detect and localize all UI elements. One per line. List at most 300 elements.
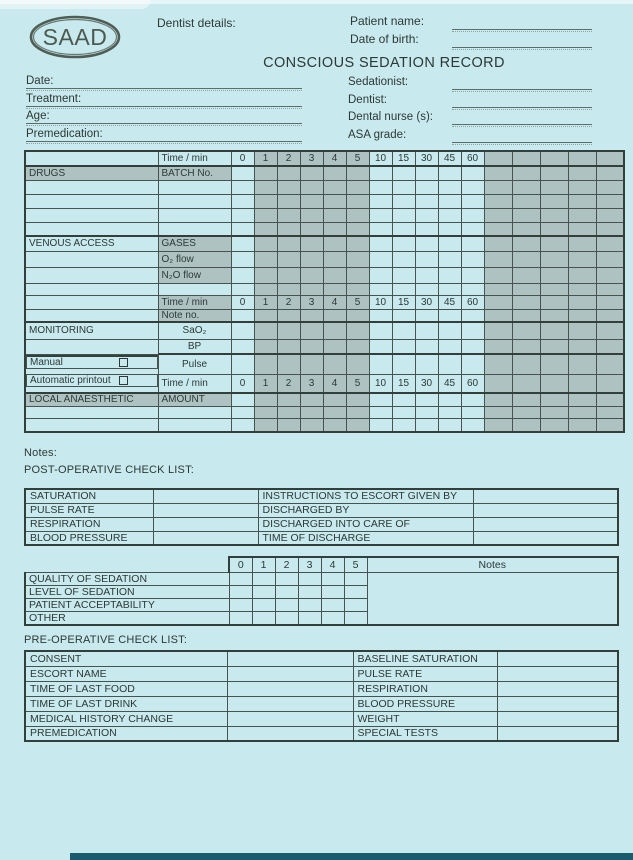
cell-special-tests: SPECIAL TESTS bbox=[353, 726, 497, 741]
grid-cell bbox=[568, 180, 596, 194]
grid-cell bbox=[25, 251, 158, 267]
grid-cell bbox=[277, 309, 300, 322]
field-sedationist-label: Sedationist: bbox=[348, 76, 409, 88]
value-cell-weight bbox=[497, 711, 618, 726]
grid-cell bbox=[392, 166, 415, 180]
field-age bbox=[26, 110, 302, 124]
score-cell-5 bbox=[344, 611, 367, 625]
grid-cell bbox=[346, 354, 369, 374]
grid-cell bbox=[25, 180, 158, 194]
score-cell-0 bbox=[229, 598, 252, 611]
cell-label: Manual bbox=[30, 356, 63, 368]
grid-cell bbox=[461, 222, 484, 236]
time-1: 1 bbox=[254, 151, 277, 166]
field-date bbox=[26, 75, 302, 89]
grid-cell bbox=[254, 267, 277, 283]
cell-other: OTHER bbox=[25, 611, 229, 625]
grid-cell bbox=[415, 406, 438, 418]
cell-time-of-last-drink: TIME OF LAST DRINK bbox=[25, 696, 227, 711]
field-premedication-label: Premedication: bbox=[26, 128, 103, 140]
grid-row bbox=[25, 222, 624, 236]
grid-cell bbox=[346, 222, 369, 236]
field-treatment-label: Treatment: bbox=[26, 93, 82, 105]
cell-label: VENOUS ACCESS bbox=[29, 238, 115, 250]
grid-cell bbox=[300, 354, 323, 374]
time-2: 2 bbox=[277, 374, 300, 393]
grid-cell bbox=[231, 180, 254, 194]
grid-cell bbox=[25, 418, 158, 432]
grid-cell bbox=[277, 418, 300, 432]
cell-gases: GASES bbox=[158, 236, 231, 251]
value-cell-pulse-rate bbox=[497, 666, 618, 681]
time-60: 60 bbox=[461, 151, 484, 166]
score-cell-4 bbox=[321, 598, 344, 611]
value-cell-respiration bbox=[497, 681, 618, 696]
scale-1: 1 bbox=[252, 557, 275, 572]
post-op-heading: POST-OPERATIVE CHECK LIST: bbox=[24, 464, 195, 476]
grid-cell bbox=[438, 208, 461, 222]
cell-amount: AMOUNT bbox=[158, 393, 231, 406]
grid-cell bbox=[25, 267, 158, 283]
grid-cell bbox=[392, 236, 415, 251]
scale-4: 4 bbox=[321, 557, 344, 572]
time-5: 5 bbox=[346, 374, 369, 393]
grid-cell bbox=[323, 166, 346, 180]
value-cell-escort-name bbox=[227, 666, 353, 681]
grid-cell bbox=[323, 322, 346, 339]
time-10: 10 bbox=[369, 374, 392, 393]
grid-cell bbox=[512, 295, 540, 309]
cell-time-min: Time / min bbox=[158, 374, 231, 393]
table-row bbox=[25, 726, 618, 741]
grid-cell bbox=[438, 267, 461, 283]
grid-cell bbox=[254, 208, 277, 222]
value-cell-respiration bbox=[153, 517, 258, 531]
score-cell-0 bbox=[229, 611, 252, 625]
grid-cell bbox=[484, 339, 512, 354]
grid-cell bbox=[461, 208, 484, 222]
grid-cell bbox=[346, 339, 369, 354]
grid-cell bbox=[323, 222, 346, 236]
grid-cell bbox=[415, 418, 438, 432]
grid-cell bbox=[568, 295, 596, 309]
cell-instructions-to-escort-given-by: INSTRUCTIONS TO ESCORT GIVEN BY bbox=[258, 489, 473, 503]
grid-cell bbox=[512, 393, 540, 406]
time-0: 0 bbox=[231, 374, 254, 393]
grid-cell bbox=[540, 418, 568, 432]
grid-cell bbox=[300, 283, 323, 295]
grid-cell bbox=[540, 309, 568, 322]
grid-cell bbox=[568, 194, 596, 208]
grid-cell bbox=[392, 309, 415, 322]
grid-cell bbox=[512, 236, 540, 251]
grid-cell bbox=[277, 222, 300, 236]
time-10: 10 bbox=[369, 151, 392, 166]
value-cell-time-of-last-food bbox=[227, 681, 353, 696]
grid-cell bbox=[484, 222, 512, 236]
grid-cell bbox=[346, 267, 369, 283]
grid-cell bbox=[369, 418, 392, 432]
grid-cell bbox=[231, 406, 254, 418]
grid-cell bbox=[369, 180, 392, 194]
grid-cell bbox=[438, 354, 461, 374]
table-row bbox=[25, 517, 618, 531]
grid-cell bbox=[277, 236, 300, 251]
cell-time-min: Time / min bbox=[158, 295, 231, 309]
grid-cell bbox=[369, 251, 392, 267]
value-cell-consent bbox=[227, 651, 353, 666]
grid-cell bbox=[461, 418, 484, 432]
grid-cell bbox=[484, 309, 512, 322]
grid-cell bbox=[277, 251, 300, 267]
value-cell-premedication bbox=[227, 726, 353, 741]
grid-row bbox=[25, 374, 624, 393]
grid-cell bbox=[596, 309, 624, 322]
time-5: 5 bbox=[346, 295, 369, 309]
grid-cell bbox=[568, 374, 596, 393]
score-cell-5 bbox=[344, 585, 367, 598]
cell-o-flow: O₂ flow bbox=[158, 251, 231, 267]
grid-cell bbox=[25, 194, 158, 208]
grid-cell bbox=[484, 251, 512, 267]
grid-cell bbox=[568, 339, 596, 354]
grid-cell bbox=[392, 194, 415, 208]
grid-cell bbox=[254, 393, 277, 406]
grid-row bbox=[25, 251, 624, 267]
table-row bbox=[25, 681, 618, 696]
grid-cell bbox=[346, 418, 369, 432]
grid-cell bbox=[158, 180, 231, 194]
grid-cell bbox=[484, 194, 512, 208]
grid-cell bbox=[540, 295, 568, 309]
time-5: 5 bbox=[346, 151, 369, 166]
grid-cell bbox=[369, 339, 392, 354]
cell-consent: CONSENT bbox=[25, 651, 227, 666]
grid-cell bbox=[540, 236, 568, 251]
cell-manual bbox=[26, 355, 158, 369]
grid-cell bbox=[369, 354, 392, 374]
grid-cell bbox=[346, 208, 369, 222]
score-cell-2 bbox=[275, 611, 298, 625]
grid-cell bbox=[512, 208, 540, 222]
grid-cell bbox=[484, 393, 512, 406]
grid-cell bbox=[300, 309, 323, 322]
grid-cell bbox=[512, 251, 540, 267]
quality-header-spacer bbox=[25, 557, 229, 572]
grid-cell bbox=[568, 406, 596, 418]
grid-cell bbox=[596, 194, 624, 208]
grid-cell bbox=[461, 393, 484, 406]
grid-cell bbox=[346, 322, 369, 339]
grid-cell bbox=[596, 222, 624, 236]
main-grid-table bbox=[24, 150, 625, 433]
grid-cell bbox=[438, 406, 461, 418]
grid-cell bbox=[158, 406, 231, 418]
grid-cell bbox=[254, 236, 277, 251]
grid-cell bbox=[568, 222, 596, 236]
grid-cell bbox=[438, 166, 461, 180]
time-4: 4 bbox=[323, 295, 346, 309]
value-cell-baseline-saturation bbox=[497, 651, 618, 666]
grid-cell bbox=[540, 393, 568, 406]
table-row bbox=[25, 531, 618, 545]
grid-cell bbox=[540, 180, 568, 194]
score-cell-1 bbox=[252, 598, 275, 611]
grid-row bbox=[25, 406, 624, 418]
grid-cell bbox=[512, 322, 540, 339]
grid-cell bbox=[346, 283, 369, 295]
grid-cell bbox=[392, 322, 415, 339]
grid-cell bbox=[369, 322, 392, 339]
grid-cell bbox=[158, 418, 231, 432]
time-45: 45 bbox=[438, 295, 461, 309]
grid-cell bbox=[461, 236, 484, 251]
time-60: 60 bbox=[461, 374, 484, 393]
notes-area bbox=[367, 572, 618, 625]
grid-cell bbox=[369, 393, 392, 406]
cell-respiration: RESPIRATION bbox=[25, 517, 153, 531]
grid-cell bbox=[461, 267, 484, 283]
grid-cell bbox=[231, 251, 254, 267]
grid-cell bbox=[568, 283, 596, 295]
grid-cell bbox=[568, 354, 596, 374]
grid-cell bbox=[254, 180, 277, 194]
grid-row bbox=[25, 166, 624, 180]
dob-label: Date of birth: bbox=[350, 32, 419, 46]
grid-cell bbox=[568, 151, 596, 166]
grid-cell bbox=[369, 267, 392, 283]
score-cell-4 bbox=[321, 572, 344, 585]
score-cell-1 bbox=[252, 611, 275, 625]
grid-cell bbox=[300, 208, 323, 222]
time-4: 4 bbox=[323, 374, 346, 393]
grid-cell bbox=[512, 166, 540, 180]
cell-time-min: Time / min bbox=[158, 151, 231, 166]
grid-cell bbox=[231, 194, 254, 208]
field-dentist-line bbox=[452, 95, 592, 108]
field-dentist-label: Dentist: bbox=[348, 94, 387, 106]
grid-cell bbox=[346, 393, 369, 406]
grid-cell bbox=[323, 283, 346, 295]
notes-column-header: Notes bbox=[367, 557, 618, 572]
grid-cell bbox=[484, 283, 512, 295]
grid-cell bbox=[540, 374, 568, 393]
grid-cell bbox=[346, 309, 369, 322]
grid-cell bbox=[277, 322, 300, 339]
quality-header-row bbox=[25, 557, 618, 572]
grid-cell bbox=[323, 309, 346, 322]
grid-cell bbox=[346, 194, 369, 208]
grid-row bbox=[25, 267, 624, 283]
cell-weight: WEIGHT bbox=[353, 711, 497, 726]
value-cell-blood-pressure bbox=[153, 531, 258, 545]
grid-cell bbox=[323, 354, 346, 374]
grid-cell bbox=[231, 393, 254, 406]
grid-cell bbox=[415, 354, 438, 374]
grid-cell bbox=[323, 236, 346, 251]
grid-row bbox=[25, 151, 624, 166]
grid-cell bbox=[277, 208, 300, 222]
grid-cell bbox=[596, 418, 624, 432]
grid-cell bbox=[346, 236, 369, 251]
cell-premedication: PREMEDICATION bbox=[25, 726, 227, 741]
grid-cell bbox=[484, 208, 512, 222]
grid-cell bbox=[512, 354, 540, 374]
grid-cell bbox=[277, 393, 300, 406]
field-dental-nurse-label: Dental nurse (s): bbox=[348, 111, 434, 123]
value-cell-saturation bbox=[153, 489, 258, 503]
grid-cell bbox=[369, 222, 392, 236]
grid-cell bbox=[438, 222, 461, 236]
grid-cell bbox=[277, 354, 300, 374]
time-30: 30 bbox=[415, 374, 438, 393]
grid-cell bbox=[596, 251, 624, 267]
patient-name-line bbox=[452, 17, 592, 30]
score-cell-4 bbox=[321, 585, 344, 598]
cell-saturation: SATURATION bbox=[25, 489, 153, 503]
field-asa-grade-label: ASA grade: bbox=[348, 129, 407, 141]
time-1: 1 bbox=[254, 295, 277, 309]
grid-cell bbox=[415, 251, 438, 267]
grid-cell bbox=[231, 236, 254, 251]
table-row bbox=[25, 489, 618, 503]
grid-cell bbox=[392, 339, 415, 354]
cell-sao: SaO₂ bbox=[158, 322, 231, 339]
grid-cell bbox=[300, 418, 323, 432]
grid-cell bbox=[254, 166, 277, 180]
field-asa-grade-line bbox=[452, 130, 592, 143]
grid-cell bbox=[392, 267, 415, 283]
grid-cell bbox=[596, 339, 624, 354]
grid-cell bbox=[415, 267, 438, 283]
field-premedication bbox=[26, 128, 302, 142]
time-10: 10 bbox=[369, 295, 392, 309]
grid-cell bbox=[392, 251, 415, 267]
dob-line bbox=[452, 35, 592, 48]
grid-cell bbox=[596, 180, 624, 194]
grid-cell bbox=[158, 208, 231, 222]
grid-cell bbox=[540, 339, 568, 354]
grid-cell bbox=[300, 222, 323, 236]
grid-cell bbox=[461, 166, 484, 180]
grid-cell bbox=[392, 393, 415, 406]
grid-cell bbox=[231, 322, 254, 339]
time-1: 1 bbox=[254, 374, 277, 393]
grid-cell bbox=[568, 166, 596, 180]
grid-cell bbox=[568, 309, 596, 322]
grid-cell bbox=[484, 180, 512, 194]
score-cell-5 bbox=[344, 572, 367, 585]
grid-cell bbox=[369, 194, 392, 208]
grid-cell bbox=[346, 406, 369, 418]
grid-cell bbox=[512, 194, 540, 208]
grid-cell bbox=[231, 339, 254, 354]
cell-label: DRUGS bbox=[29, 167, 66, 179]
grid-cell bbox=[25, 339, 158, 354]
grid-row bbox=[25, 180, 624, 194]
time-15: 15 bbox=[392, 295, 415, 309]
pre-op-heading: PRE-OPERATIVE CHECK LIST: bbox=[24, 634, 188, 646]
grid-cell bbox=[596, 406, 624, 418]
grid-cell bbox=[277, 267, 300, 283]
table-row bbox=[25, 503, 618, 517]
grid-cell bbox=[231, 283, 254, 295]
grid-cell bbox=[231, 208, 254, 222]
grid-cell bbox=[392, 406, 415, 418]
grid-cell bbox=[512, 180, 540, 194]
grid-cell bbox=[323, 418, 346, 432]
time-60: 60 bbox=[461, 295, 484, 309]
grid-cell bbox=[369, 166, 392, 180]
saad-logo-ellipse bbox=[28, 15, 122, 59]
grid-cell bbox=[438, 180, 461, 194]
score-cell-3 bbox=[298, 611, 321, 625]
grid-cell bbox=[231, 267, 254, 283]
time-30: 30 bbox=[415, 295, 438, 309]
score-cell-1 bbox=[252, 572, 275, 585]
grid-cell bbox=[254, 283, 277, 295]
grid-cell bbox=[277, 406, 300, 418]
grid-cell bbox=[540, 151, 568, 166]
grid-cell bbox=[392, 283, 415, 295]
cell-batch-no: BATCH No. bbox=[158, 166, 231, 180]
time-3: 3 bbox=[300, 295, 323, 309]
value-cell-pulse-rate bbox=[153, 503, 258, 517]
scan-edge-bottom-bar bbox=[70, 853, 633, 860]
time-30: 30 bbox=[415, 151, 438, 166]
scale-5: 5 bbox=[344, 557, 367, 572]
grid-cell bbox=[596, 374, 624, 393]
grid-cell bbox=[300, 406, 323, 418]
cell-blood-pressure: BLOOD PRESSURE bbox=[25, 531, 153, 545]
cell-automatic-printout bbox=[26, 374, 158, 387]
grid-cell bbox=[461, 339, 484, 354]
score-cell-3 bbox=[298, 572, 321, 585]
grid-cell bbox=[596, 208, 624, 222]
grid-cell bbox=[596, 151, 624, 166]
grid-cell bbox=[392, 354, 415, 374]
grid-cell bbox=[25, 151, 158, 166]
grid-cell bbox=[596, 166, 624, 180]
grid-cell bbox=[277, 166, 300, 180]
grid-cell bbox=[415, 194, 438, 208]
grid-cell bbox=[461, 283, 484, 295]
grid-row bbox=[25, 194, 624, 208]
time-3: 3 bbox=[300, 151, 323, 166]
table-row bbox=[25, 696, 618, 711]
grid-cell bbox=[254, 354, 277, 374]
grid-cell bbox=[369, 406, 392, 418]
grid-cell bbox=[369, 236, 392, 251]
cell-pulse: Pulse bbox=[158, 354, 231, 374]
cell-level-of-sedation: LEVEL OF SEDATION bbox=[25, 585, 229, 598]
time-15: 15 bbox=[392, 374, 415, 393]
grid-cell bbox=[438, 283, 461, 295]
grid-cell bbox=[438, 194, 461, 208]
grid-row bbox=[25, 295, 624, 309]
grid-row bbox=[25, 322, 624, 339]
grid-cell bbox=[484, 166, 512, 180]
checkbox-icon bbox=[119, 358, 128, 367]
table-row bbox=[25, 651, 618, 666]
grid-cell bbox=[415, 283, 438, 295]
grid-cell bbox=[484, 295, 512, 309]
grid-cell bbox=[512, 309, 540, 322]
scale-3: 3 bbox=[298, 557, 321, 572]
value-cell-instructions-to-escort-given-by bbox=[473, 489, 618, 503]
cell-patient-acceptability: PATIENT ACCEPTABILITY bbox=[25, 598, 229, 611]
grid-cell bbox=[369, 309, 392, 322]
